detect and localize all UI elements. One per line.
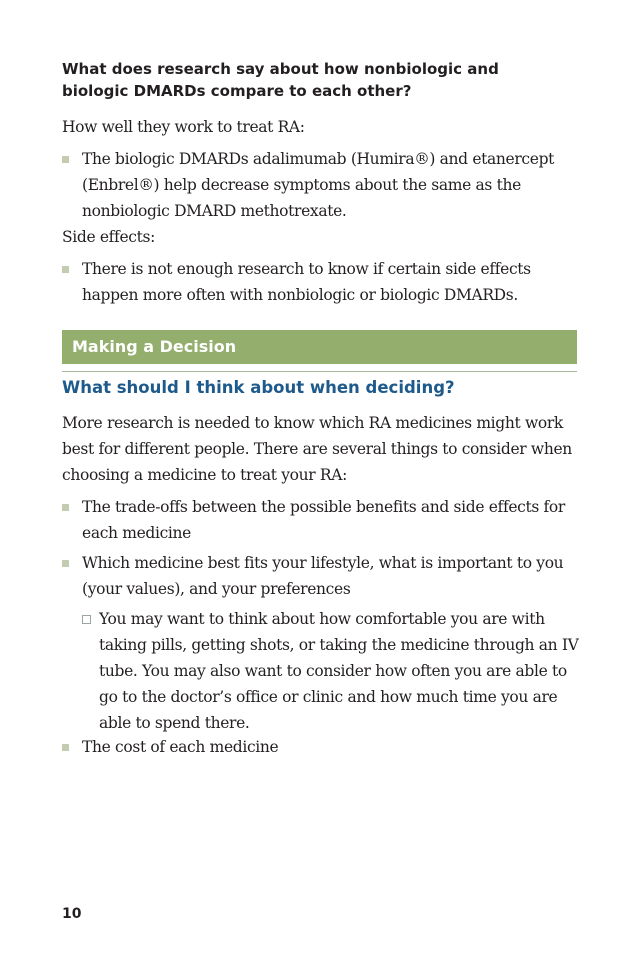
square-bullet-icon (62, 744, 69, 751)
list-item-cost (62, 734, 582, 760)
sub-list-item-text: You may want to think about how comfortable you are with taking pills, getting shots, or taking the medicine through an IV tube. You may also want to consider how often you are able to go to the doctor’s office or clinic and how much time you are able to spend there. (99, 610, 579, 732)
square-bullet-icon (62, 266, 69, 273)
decision-intro-paragraph: More research is needed to know which RA medicines might work best for different people. There are several things to consider when choosing a medicine to treat your RA: (62, 414, 572, 484)
section-divider (62, 371, 577, 372)
square-bullet-icon (62, 560, 69, 567)
side-effects-label: Side effects: (62, 228, 155, 246)
list-item-text: The cost of each medicine (82, 738, 279, 756)
section-header-bar (62, 330, 577, 364)
sub-list-item-considerations (82, 606, 582, 736)
research-comparison-heading: What does research say about how nonbiologic and biologic DMARDs compare to each other? (62, 60, 499, 100)
list-item-text: Which medicine best fits your lifestyle, what is important to you (your values), and your preferences (82, 554, 564, 598)
section-title: Making a Decision (72, 337, 237, 356)
list-item-text: There is not enough research to know if certain side effects happen more often with nonbiologic or biologic DMARDs. (82, 260, 531, 304)
square-bullet-icon (62, 504, 69, 511)
square-bullet-icon (62, 156, 69, 163)
list-item-text: The trade-offs between the possible benefits and side effects for each medicine (82, 498, 565, 542)
list-item-side-effects (62, 256, 582, 308)
page-number: 10 (62, 906, 82, 922)
hollow-square-bullet-icon (82, 615, 91, 624)
list-item-lifestyle (62, 550, 582, 602)
effectiveness-label: How well they work to treat RA: (62, 118, 305, 136)
list-item-trade-offs (62, 494, 582, 546)
deciding-subheading: What should I think about when deciding? (62, 378, 455, 397)
list-item-text: The biologic DMARDs adalimumab (Humira®) and etanercept (Enbrel®) help decrease symptoms about the same as the nonbiologic DMARD methotrexate. (82, 150, 555, 220)
list-item-effectiveness (62, 146, 582, 224)
